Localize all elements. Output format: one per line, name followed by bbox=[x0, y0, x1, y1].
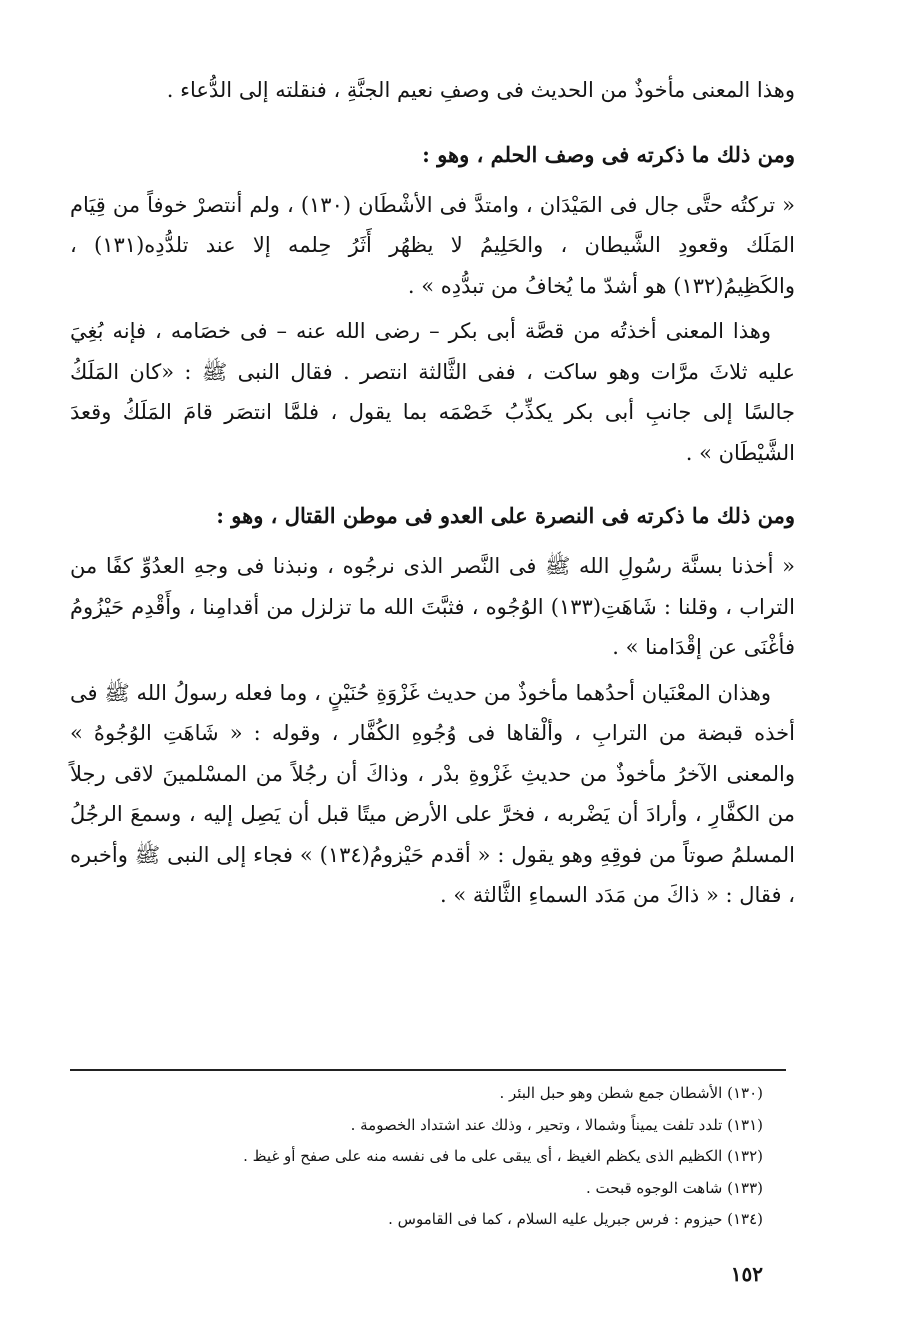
paragraph-3: وهذا المعنى أخذتُه من قصَّة أبى بكر – رضى الله عنه – فى خصَامه ، فإنه بُغِيَ عليه ثلاثَ مرَّات وهو ساكت ، ففى الثَّالثة انتصر . فقال النبى ﷺ : «كان المَلَكُ جالسًا إلى جانبِ أبى بكر يكذِّبُ خَصْمَه بما يقول ، فلمَّا انتصَر قامَ المَلَكُ وقعدَ الشَّيْطَان » . bbox=[70, 319, 795, 465]
footnote-separator bbox=[70, 1069, 786, 1071]
footnote-131: (١٣١) تلدد تلفت يميناً وشمالا ، وتحير ، وذلك عند اشتداد الخصومة . bbox=[350, 1115, 763, 1134]
paragraph-1: وهذا المعنى مأخوذٌ من الحديث فى وصفِ نعيم الجنَّةِ ، فنقلته إلى الدُّعاء . bbox=[166, 78, 795, 102]
section-heading-forbearance: ومن ذلك ما ذكرته فى وصف الحلم ، وهو : bbox=[422, 141, 795, 167]
page-number: ١٥٢ bbox=[730, 1262, 763, 1286]
footnote-134: (١٣٤) حيزوم : فرس جبريل عليه السلام ، كما فى القاموس . bbox=[388, 1210, 763, 1228]
main-text bbox=[70, 70, 795, 921]
footnote-133: (١٣٣) شاهت الوجوه قبحت . bbox=[586, 1178, 763, 1197]
paragraph-5: وهذان المعْنَيان أحدُهما مأخوذٌ من حديث غَزْوَةِ حُنَيْنٍ ، وما فعله رسولُ الله ﷺ فى أخذه قبضة من الترابِ ، وألْقاها فى وُجُوهِ الكُفَّار ، وقوله : « شَاهَتِ الوُجُوهُ » والمعنى الآخرُ مأخوذٌ من حديثِ غَزْوةِ بدْر ، وذاكَ أن رجُلاً من المسْلمينَ لاقى رجلاً من الكفَّارِ ، وأرادَ أن يَضْربه ، فخرَّ على الأرض ميتًا قبل أن يَصِل إليه ، وسمعَ الرجُلُ المسلمُ صوتاً من فوقِهِ وهو يقول : « أقدم حَيْزومُ(١٣٤) » فجاء إلى النبى ﷺ وأخبره ، فقال : « ذاكَ من مَدَد السماءِ الثَّالثة » . bbox=[70, 680, 796, 907]
paragraph-2: « تركتُه حتَّى جال فى المَيْدَان ، وامتدَّ فى الأشْطَان (١٣٠) ، ولم أنتصرْ خوفاً من قِيَام المَلَك وقعودِ الشَّيطان ، والحَلِيمُ لا يظهُر أَثَرُ حِلمه إلا عند تلدُّدِه(١٣١) ، والكَظِيمُ(١٣٢) هو أشدّ ما يُخافُ من تبدُّدِه » . bbox=[70, 192, 795, 298]
paragraph-4: « أخذنا بسنَّة رسُولِ الله ﷺ فى النَّصر الذى نرجُوه ، ونبذنا فى وجهِ العدُوِّ كفًا من التراب ، وقلنا : شَاهَتِ(١٣٣) الوُجُوه ، فثبَّتَ الله ما تزلزل من أقدامِنا ، وأَقْدِم حَيْزُومُ فأغْنَى عن إقْدَامنا » . bbox=[70, 554, 795, 659]
section-heading-victory: ومن ذلك ما ذكرته فى النصرة على العدو فى موطن القتال ، وهو : bbox=[216, 503, 795, 528]
footnote-130: (١٣٠) الأشطان جمع شطن وهو حبل البئر . bbox=[499, 1084, 763, 1102]
footnote-132: (١٣٢) الكظيم الذى يكظم الغيظ ، أى يبقى على ما فى نفسه منه على صفح أو غيظ . bbox=[243, 1147, 763, 1165]
footnotes bbox=[110, 1078, 763, 1236]
